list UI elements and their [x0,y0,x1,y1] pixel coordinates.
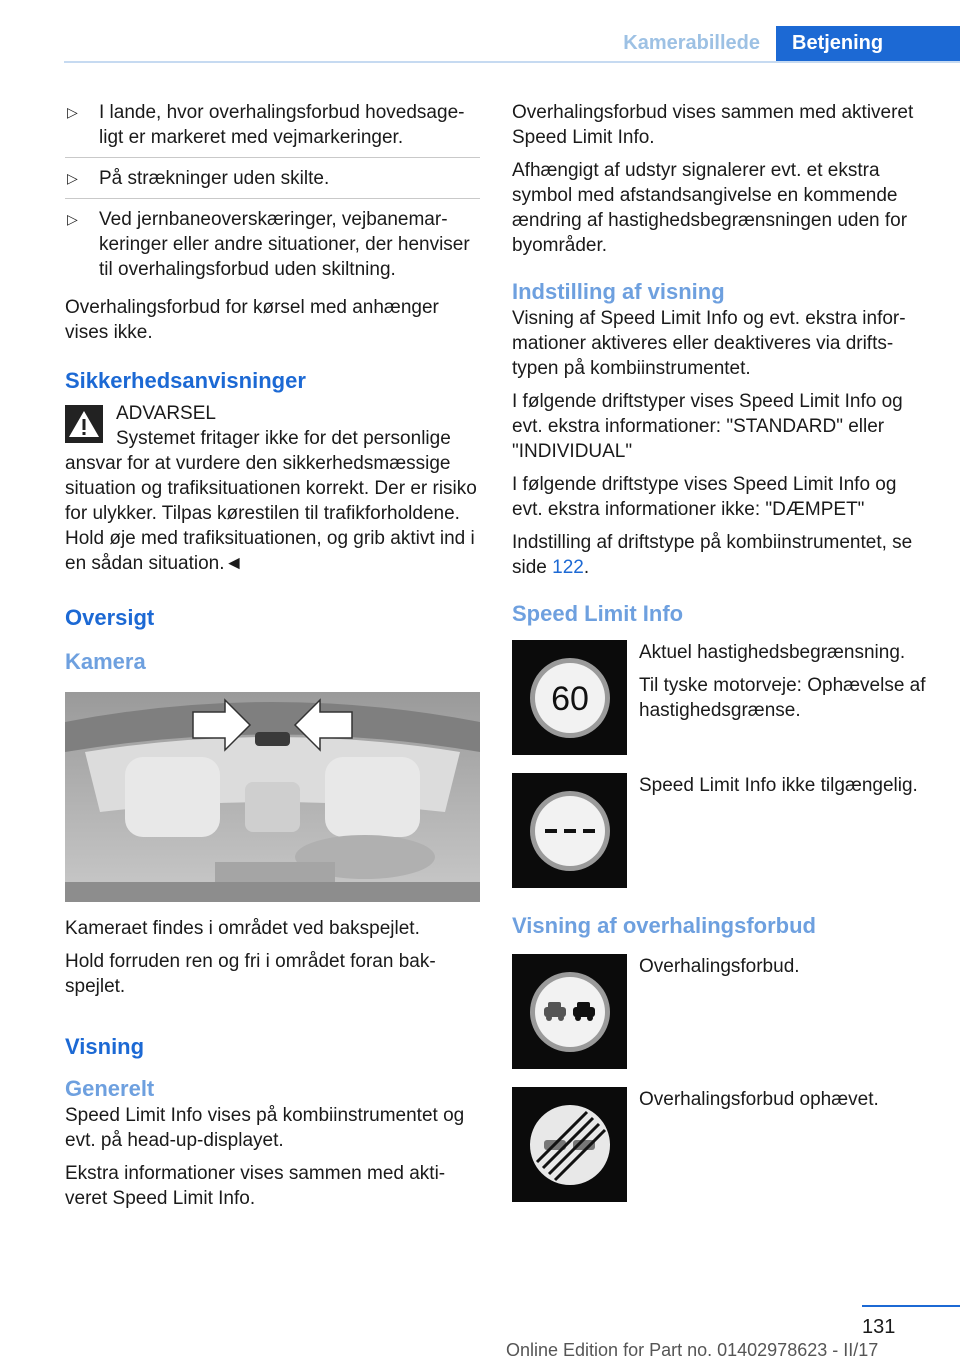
general-heading: Generelt [65,1076,155,1101]
display-heading: Visning [65,1034,145,1059]
speed-limit-icon [527,655,613,741]
warning-text-first: Systemet fritager ikke for det personlige [116,428,451,449]
speed-sign-60 [512,640,627,755]
list-item: ▷ Ved jernbaneoverskæringer, vejbanemarkeringer eller andre situationer, der henviser til overhalingsforbud uden skiltning. [67,209,470,280]
safety-heading: Sikkerhedsanvisninger [65,368,306,393]
warning-box [65,401,480,576]
sign-row-no-overtaking [512,954,927,1069]
unavailable-sign [512,773,627,888]
setting-paragraph-3: I følgende driftstype vises Speed Limit Info og evt. ekstra informationer ikke: "DÆMPET" [512,474,897,520]
svg-text:60: 60 [550,679,589,718]
triangle-right-icon: ▷ [67,170,78,186]
no-overtaking-icon [527,969,613,1055]
list-item: ▷ På strækninger uden skilte. [65,166,480,199]
sign-row-unavailable [512,773,927,888]
setting-heading: Indstilling af visning [512,279,725,304]
sign2-text: Speed Limit Info ikke tilgængelig. [639,775,918,796]
footer-divider [862,1305,960,1307]
camera-paragraph-1: Kameraet findes i området ved bakspejlet. [65,918,420,939]
overtaking-lifted-sign [512,1087,627,1202]
tab-betjening[interactable]: Betjening [776,26,960,61]
sign-row-speed [512,640,927,755]
setting-paragraph-4: Indstilling af driftstype på kombiinstrumentet, se side 122. [512,532,913,578]
overview-heading: Oversigt [65,605,155,630]
speed-unavailable-icon [527,788,613,874]
setting-paragraph-2: I følgende driftstyper vises Speed Limit Info og evt. ekstra informationer: "STANDARD" eller "INDIVIDUAL" [512,391,903,462]
list-item: ▷ I lande, hvor overhalingsforbud hovedsageligt er markeret med vejmarkeringer. [65,100,480,158]
overtaking-heading: Visning af overhalingsforbud [512,913,816,938]
general-paragraph-1: Speed Limit Info vises på kombiinstrumentet og evt. på head-up-displayet. [65,1105,465,1151]
right-column [512,100,927,1220]
end-no-overtaking-icon [527,1102,613,1188]
right-paragraph-1: Overhalingsforbud vises sammen med aktiveret Speed Limit Info. [512,102,914,148]
setting-paragraph-1: Visning af Speed Limit Info og evt. ekstra informationer aktiveres eller deaktiveres via driftstypen på kombiinstrumentet. [512,308,906,379]
warning-text: ansvar for at vurdere den sikkerhedsmæssige situation og trafiksituationen korrekt. Der er risiko for ulykker. Tilpas kørestilen til trafikforholdene. Hold øje med trafiksituationen, og grib aktivt ind i en sådan situation.◄ [65,453,477,574]
sign1-text-1: Aktuel hastighedsbegrænsning. [639,642,906,663]
triangle-right-icon: ▷ [67,104,78,120]
page-link[interactable]: 122 [552,557,584,578]
camera-paragraph-2: Hold forruden ren og fri i området foran bakspejlet. [65,951,436,997]
speed-heading: Speed Limit Info [512,601,684,626]
footer-edition: Online Edition for Part no. 01402978623 - II/17 [506,1340,879,1360]
warning-icon [65,405,103,443]
right-paragraph-2: Afhængigt af udstyr signalerer evt. et ekstra symbol med afstandsangivelse en kommende ændring af hastighedsbegrænsningen uden for byområder. [512,160,908,256]
page-number: 131 [862,1316,896,1338]
header-divider [64,61,960,63]
trailer-paragraph: Overhalingsforbud for kørsel med anhænger vises ikke. [65,297,439,343]
left-column [65,100,480,1219]
sign4-text: Overhalingsforbud ophævet. [639,1089,879,1110]
car-interior-image [65,692,480,902]
sign1-text-2: Til tyske motorveje: Ophævelse af hastighedsgrænse. [639,675,926,721]
bullet-list [65,100,480,289]
warning-title: ADVARSEL [116,403,216,424]
sign3-text: Overhalingsforbud. [639,956,800,977]
triangle-right-icon: ▷ [67,211,78,227]
general-paragraph-2: Ekstra informationer vises sammen med aktiveret Speed Limit Info. [65,1163,446,1209]
no-overtaking-sign [512,954,627,1069]
sign-row-overtaking-lifted [512,1087,927,1202]
header-tabs [607,26,960,61]
camera-heading: Kamera [65,649,146,674]
tab-kamerabillede[interactable]: Kamerabillede [623,32,760,54]
